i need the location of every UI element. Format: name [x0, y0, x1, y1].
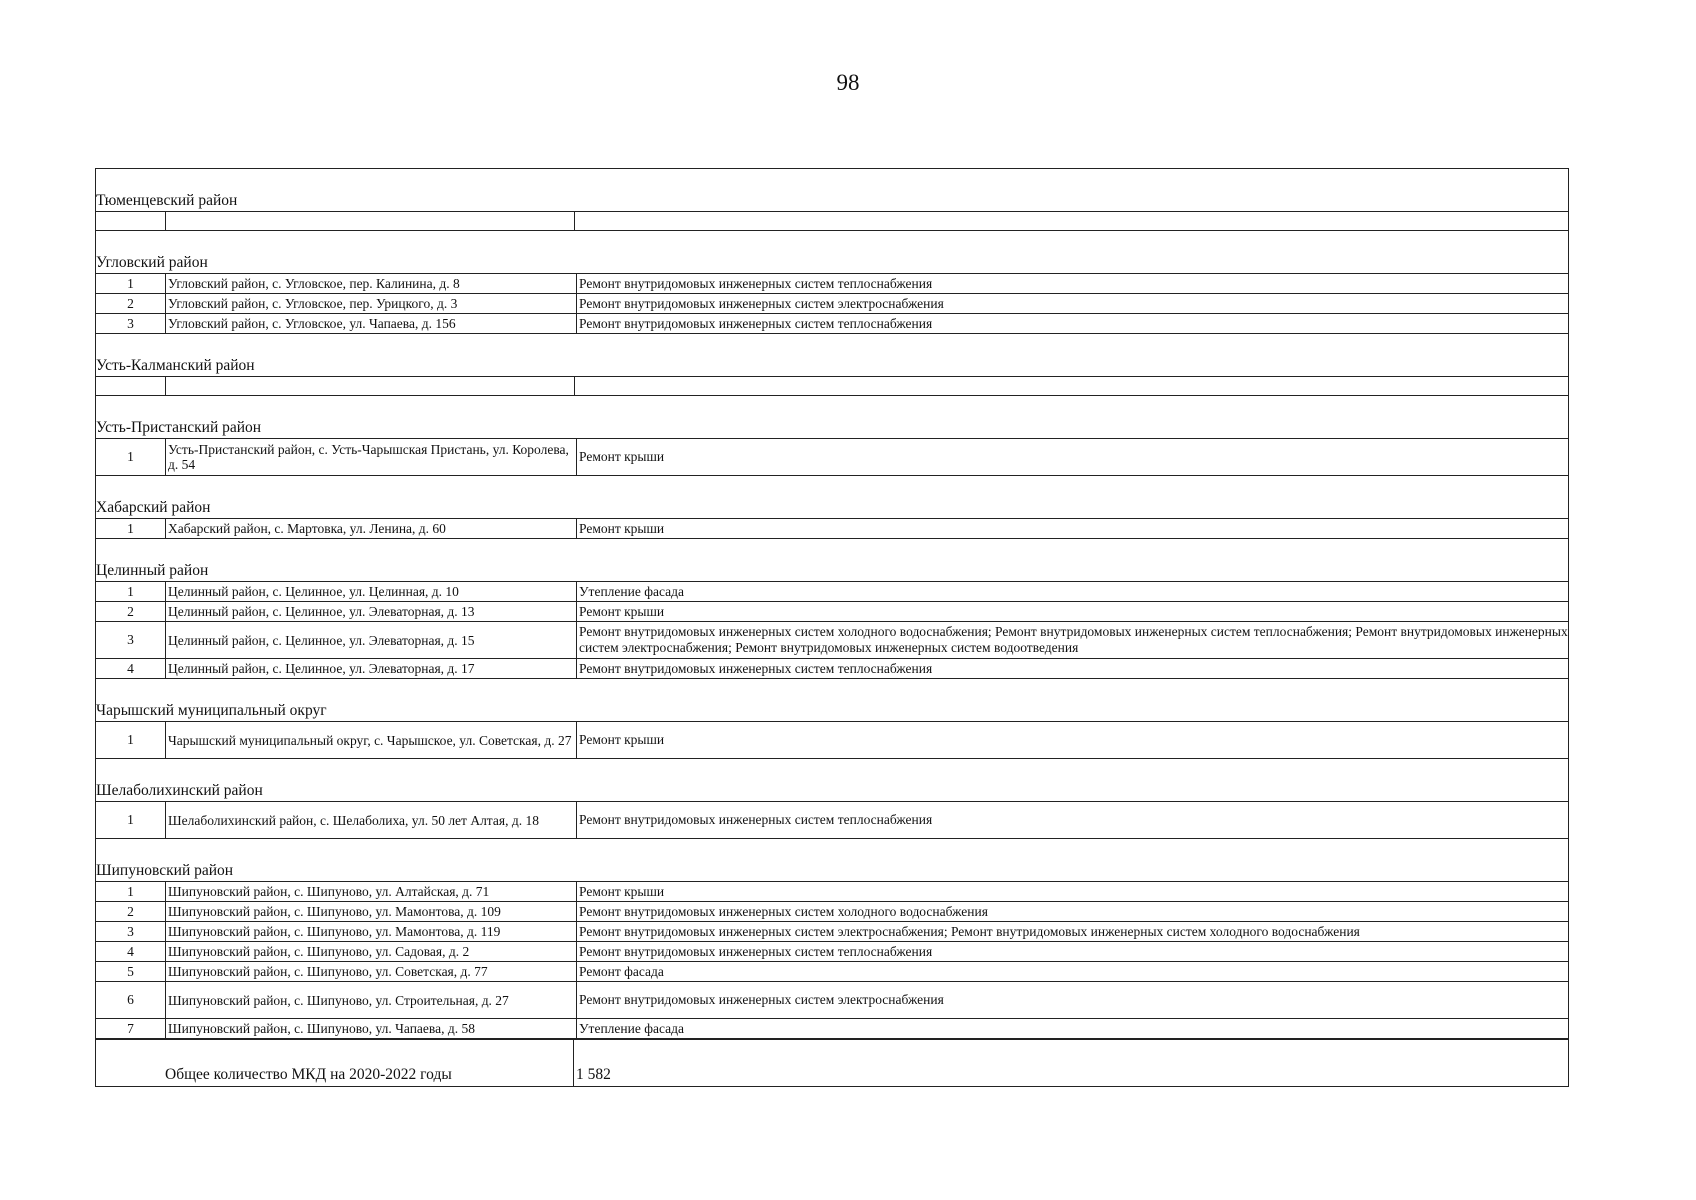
- table-row: [96, 581, 1568, 601]
- district-title: Целинный район: [96, 562, 209, 579]
- total-label: Общее количество МКД на 2020-2022 годы: [165, 1040, 574, 1086]
- address-cell: [166, 212, 575, 230]
- address-cell: Шипуновский район, с. Шипуново, ул. Чапаева, д. 58: [166, 1019, 577, 1038]
- address-cell: Целинный район, с. Целинное, ул. Элеваторная, д. 15: [166, 622, 577, 658]
- empty-row: [96, 211, 1568, 230]
- table-row: [96, 881, 1568, 901]
- address-cell: Усть-Пристанский район, с. Усть-Чарышская Пристань, ул. Королева, д. 54: [166, 439, 577, 475]
- work-type-cell: Ремонт крыши: [579, 520, 665, 536]
- row-number: 3: [96, 622, 166, 658]
- work-type-cell: [575, 212, 1568, 230]
- district-section: [96, 231, 1568, 334]
- row-number: 4: [96, 942, 166, 961]
- row-number: 5: [96, 962, 166, 981]
- table-row: [96, 941, 1568, 961]
- work-type-cell: Ремонт внутридомовых инженерных систем теплоснабжения: [579, 315, 933, 331]
- work-type-cell: Ремонт внутридомовых инженерных систем холодного водоснабжения: [579, 903, 988, 919]
- district-title: Усть-Калманский район: [96, 357, 255, 374]
- district-section: [96, 396, 1568, 476]
- table-row: [96, 601, 1568, 621]
- work-type-cell: Ремонт внутридомовых инженерных систем холодного водоснабжения; Ремонт внутридомовых инженерных систем теплоснабжения; Ремонт внутридомовых инженерных систем электроснабжения; Ремонт внутридомовых инженерных систем водоотведения: [579, 624, 1568, 655]
- work-type-cell: Ремонт крыши: [579, 449, 665, 464]
- table-row: [96, 1018, 1568, 1038]
- address-cell: Шипуновский район, с. Шипуново, ул. Советская, д. 77: [166, 962, 577, 981]
- district-header: [96, 759, 1568, 801]
- work-type-cell: Утепление фасада: [579, 583, 684, 599]
- row-number: 7: [96, 1019, 166, 1038]
- district-section: [96, 839, 1568, 1039]
- total-spacer: [96, 1040, 165, 1086]
- district-header: [96, 396, 1568, 438]
- table-row: [96, 801, 1568, 838]
- work-type-cell: Ремонт внутридомовых инженерных систем теплоснабжения: [579, 660, 933, 676]
- housing-repair-table: [95, 168, 1569, 1087]
- address-cell: Шипуновский район, с. Шипуново, ул. Садовая, д. 2: [166, 942, 577, 961]
- district-section: [96, 679, 1568, 759]
- work-type-cell: Ремонт фасада: [579, 963, 664, 979]
- table-row: [96, 961, 1568, 981]
- table-row: [96, 921, 1568, 941]
- district-title: Шипуновский район: [96, 862, 234, 879]
- address-cell: Угловский район, с. Угловское, пер. Урицкого, д. 3: [166, 294, 577, 313]
- address-cell: Целинный район, с. Целинное, ул. Элеваторная, д. 13: [166, 602, 577, 621]
- table-row: [96, 981, 1568, 1018]
- work-type-cell: Ремонт внутридомовых инженерных систем электроснабжения: [579, 295, 944, 311]
- address-cell: Шипуновский район, с. Шипуново, ул. Мамонтова, д. 119: [166, 922, 577, 941]
- address-cell: Шипуновский район, с. Шипуново, ул. Мамонтова, д. 109: [166, 902, 577, 921]
- work-type-cell: Ремонт внутридомовых инженерных систем теплоснабжения: [579, 943, 933, 959]
- district-section: [96, 539, 1568, 679]
- row-number: 2: [96, 602, 166, 621]
- district-header: [96, 539, 1568, 581]
- table-row: [96, 721, 1568, 758]
- address-cell: [166, 377, 575, 395]
- district-section: [96, 476, 1568, 539]
- address-cell: Угловский район, с. Угловское, ул. Чапаева, д. 156: [166, 314, 577, 333]
- address-cell: Шипуновский район, с. Шипуново, ул. Алтайская, д. 71: [166, 882, 577, 901]
- row-number: 1: [96, 274, 166, 293]
- work-type-cell: Ремонт внутридомовых инженерных систем электроснабжения; Ремонт внутридомовых инженерных систем холодного водоснабжения: [579, 923, 1360, 939]
- row-number: 1: [96, 582, 166, 601]
- row-number-cell: [96, 377, 166, 395]
- table-row: [96, 901, 1568, 921]
- table-row: [96, 293, 1568, 313]
- row-number: 2: [96, 902, 166, 921]
- row-number: 1: [96, 882, 166, 901]
- district-section: [96, 334, 1568, 396]
- table-row: [96, 658, 1568, 678]
- total-section: [96, 1039, 1568, 1087]
- table-row: [96, 273, 1568, 293]
- district-section: [96, 169, 1568, 231]
- work-type-cell: Ремонт крыши: [579, 732, 665, 747]
- work-type-cell: [575, 377, 1568, 395]
- empty-row: [96, 376, 1568, 395]
- table-row: [96, 621, 1568, 658]
- district-title: Усть-Пристанский район: [96, 419, 262, 436]
- district-section: [96, 759, 1568, 839]
- address-cell: Чарышский муниципальный округ, с. Чарышское, ул. Советская, д. 27: [166, 722, 577, 758]
- district-header: [96, 679, 1568, 721]
- district-title: Чарышский муниципальный округ: [96, 702, 327, 719]
- work-type-cell: Ремонт внутридомовых инженерных систем электроснабжения: [579, 992, 944, 1007]
- address-cell: Шелаболихинский район, с. Шелаболиха, ул. 50 лет Алтая, д. 18: [166, 802, 577, 838]
- district-title: Угловский район: [96, 254, 208, 271]
- row-number-cell: [96, 212, 166, 230]
- work-type-cell: Ремонт внутридомовых инженерных систем теплоснабжения: [579, 275, 933, 291]
- address-cell: Хабарский район, с. Мартовка, ул. Ленина, д. 60: [166, 519, 577, 538]
- address-cell: Шипуновский район, с. Шипуново, ул. Строительная, д. 27: [166, 982, 577, 1018]
- row-number: 2: [96, 294, 166, 313]
- row-number: 1: [96, 519, 166, 538]
- table-row: [96, 438, 1568, 475]
- work-type-cell: Утепление фасада: [579, 1020, 684, 1036]
- address-cell: Угловский район, с. Угловское, пер. Калинина, д. 8: [166, 274, 577, 293]
- total-value: 1 582: [576, 1066, 611, 1083]
- row-number: 6: [96, 982, 166, 1018]
- district-title: Тюменцевский район: [96, 192, 238, 209]
- row-number: 3: [96, 314, 166, 333]
- district-header: [96, 334, 1568, 376]
- page-number: 98: [836, 70, 860, 95]
- address-cell: Целинный район, с. Целинное, ул. Целинная, д. 10: [166, 582, 577, 601]
- address-cell: Целинный район, с. Целинное, ул. Элеваторная, д. 17: [166, 659, 577, 678]
- district-header: [96, 476, 1568, 518]
- row-number: 3: [96, 922, 166, 941]
- total-row: [96, 1039, 1568, 1086]
- row-number: 1: [96, 439, 166, 475]
- row-number: 4: [96, 659, 166, 678]
- work-type-cell: Ремонт внутридомовых инженерных систем теплоснабжения: [579, 812, 933, 827]
- work-type-cell: Ремонт крыши: [579, 883, 665, 899]
- district-header: [96, 169, 1568, 211]
- district-header: [96, 231, 1568, 273]
- row-number: 1: [96, 802, 166, 838]
- district-header: [96, 839, 1568, 881]
- table-row: [96, 313, 1568, 333]
- row-number: 1: [96, 722, 166, 758]
- district-title: Шелаболихинский район: [96, 782, 263, 799]
- work-type-cell: Ремонт крыши: [579, 603, 665, 619]
- table-row: [96, 518, 1568, 538]
- district-title: Хабарский район: [96, 499, 211, 516]
